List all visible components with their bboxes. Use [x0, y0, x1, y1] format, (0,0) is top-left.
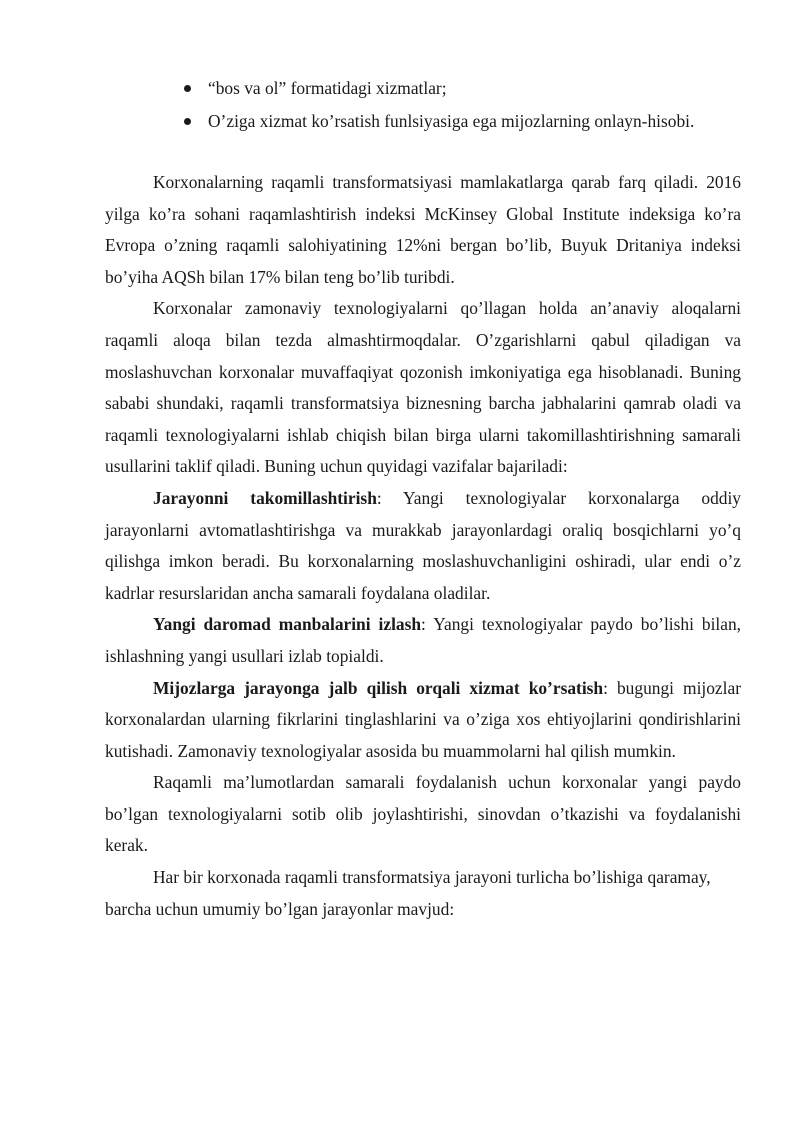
bullet-text: O’ziga xizmat ko’rsatish funlsiyasiga ega mijozlarning onlayn-hisobi.	[208, 111, 695, 131]
paragraph: Raqamli ma’lumotlardan samarali foydalanish uchun korxonalar yangi paydo bo’lgan texnologiyalarni sotib olib joylashtirishi, sinovdan o’tkazishi va foydalanishi kerak.	[105, 772, 741, 856]
list-item	[184, 105, 704, 138]
body-text	[105, 167, 741, 925]
paragraph: Korxonalar zamonaviy texnologiyalarni qo’llagan holda an’anaviy aloqalarni raqamli aloqa bilan tezda almashtirmoqdalar. O’zgarishlarni qabul qiladigan va moslashuvchan korxonalar muvaffaqiyat qozonish imkoniyatiga ega hisoblanadi. Buning sababi shundaki, raqamli transformatsiya biznesning barcha jabhalarini qamrab oladi va raqamli texnologiyalarni ishlab chiqish bilan birga ularni takomillashtirishning samarali usullarini taklif qiladi. Buning uchun quyidagi vazifalar bajariladi:	[105, 298, 741, 477]
paragraph-text: : Yangi texnologiyalar korxonalarga oddiy jarayonlarni avtomatlashtirishga va murakkab jarayonlardagi oraliq bosqichlarni yo’q qilishga imkon beradi. Bu korxonalarning moslashuvchanligini oshiradi, ular endi o’z kadrlar resurslaridan ancha samarali foydalana oladilar.	[105, 487, 741, 603]
paragraph	[105, 609, 741, 672]
paragraph-heading: Yangi daromad manbalarini izlash	[153, 614, 422, 635]
paragraph: Har bir korxonada raqamli transformatsiya jarayoni turlicha bo’lishiga qaramay, barcha uchun umumiy bo’lgan jarayonlar mavjud:	[105, 867, 711, 919]
paragraph-text: : bugungi mijozlar korxonalardan ularning fikrlarini tinglashlarini va o’ziga xos ehtiyojlarini qondirishlarini kutishadi. Zamonaviy texnologiyalar asosida bu muammolarni hal qilish mumkin.	[105, 677, 741, 761]
paragraph-text: : Yangi texnologiyalar paydo bo’lishi bilan, ishlashning yangi usullari izlab topialdi.	[105, 614, 741, 666]
list-item	[184, 72, 704, 105]
bullet-dot-icon	[184, 118, 191, 125]
bullet-dot-icon	[184, 85, 191, 92]
bullet-list	[184, 72, 704, 138]
paragraph	[105, 483, 741, 609]
paragraph-heading: Jarayonni takomillashtirish	[153, 487, 377, 508]
paragraph: Korxonalarning raqamli transformatsiyasi mamlakatlarga qarab farq qiladi. 2016 yilga ko’ra sohani raqamlashtirish indeksi McKinsey Global Institute indeksiga ko’ra Evropa o’zning raqamli salohiyatining 12%ni bergan bo’lib, Buyuk Dritaniya indeksi bo’yiha AQSh bilan 17% bilan teng bo’lib turibdi.	[105, 172, 741, 287]
paragraph-heading: Mijozlarga jarayonga jalb qilish orqali xizmat ko’rsatish	[153, 677, 604, 698]
bullet-text: “bos va ol” formatidagi xizmatlar;	[208, 78, 447, 98]
paragraph	[105, 673, 741, 768]
